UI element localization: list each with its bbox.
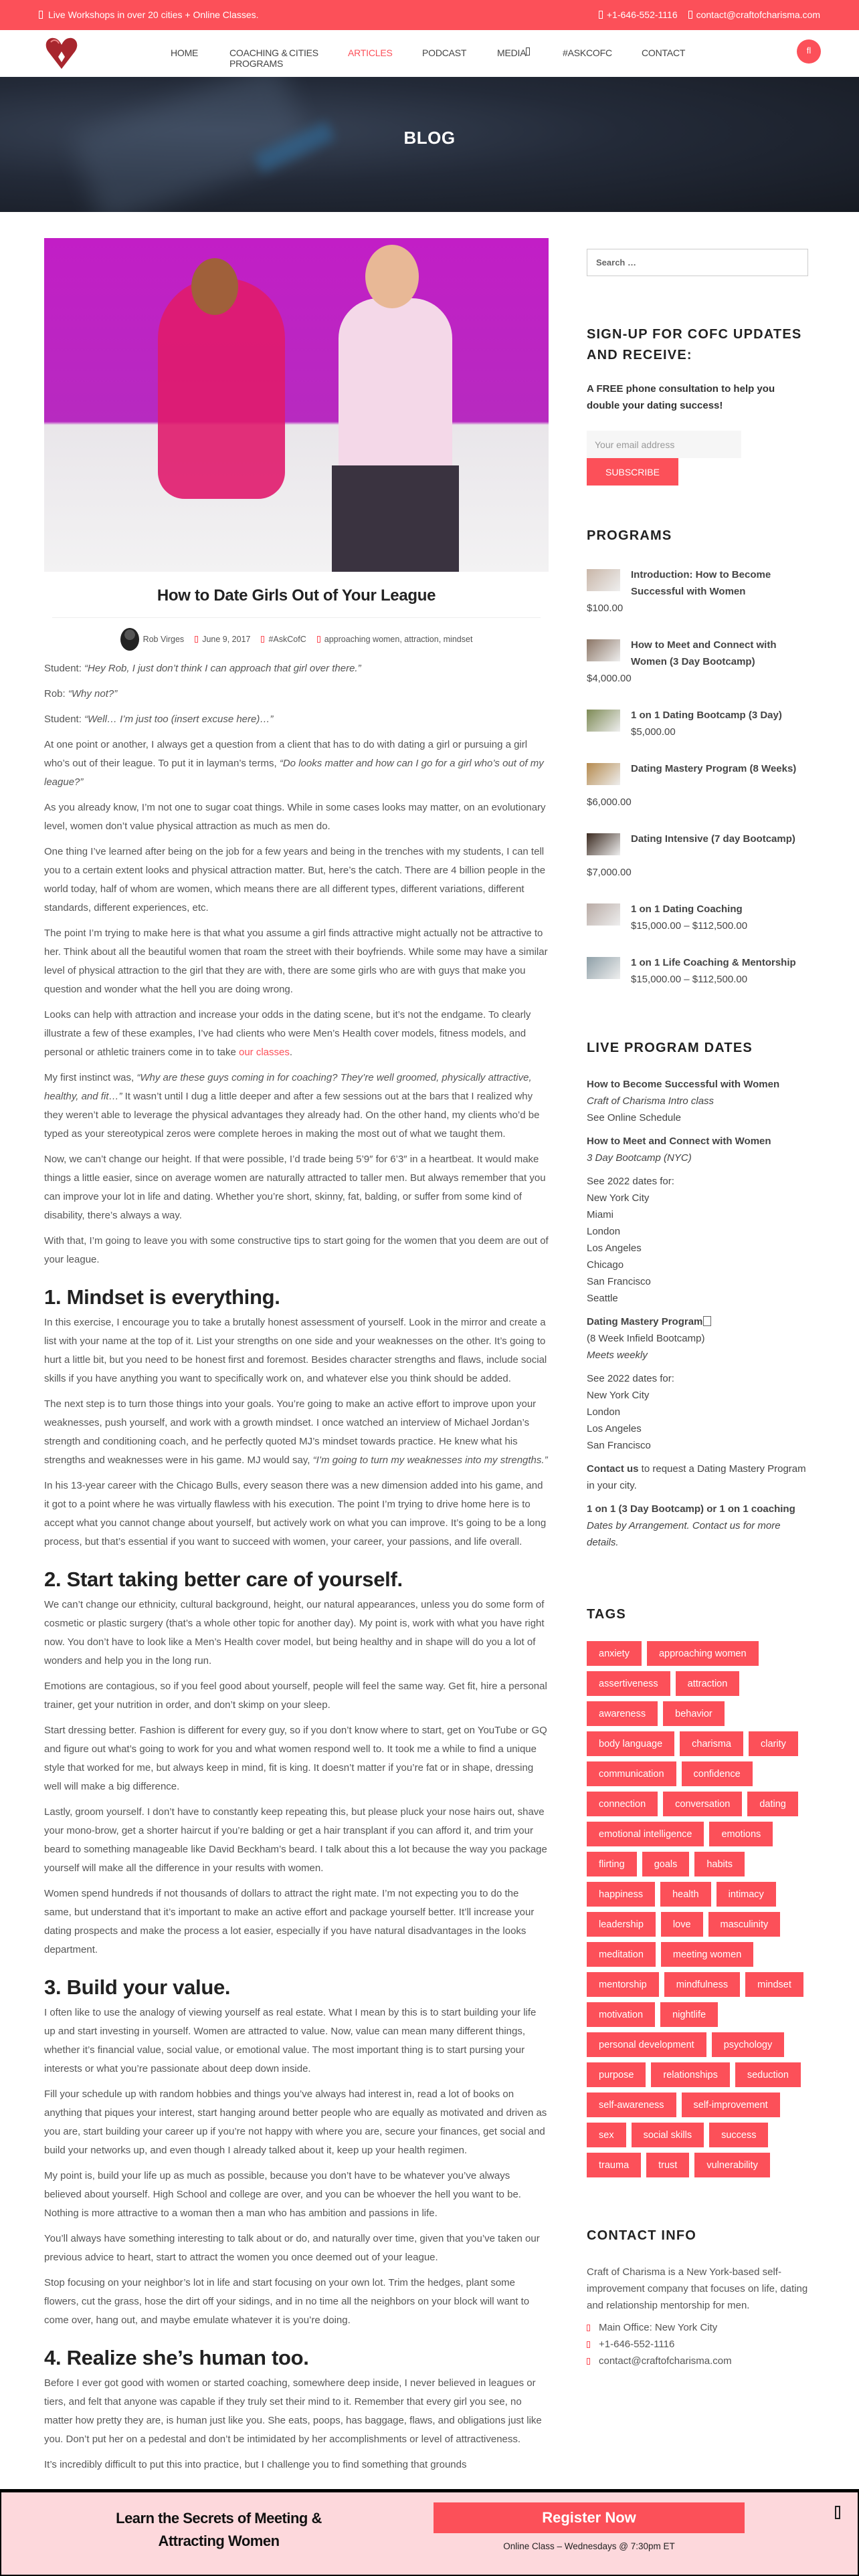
- article-body: [44, 659, 549, 2474]
- italic-text: “I’m going to turn my weaknesses into my strengths.”: [312, 1455, 548, 1466]
- text-run: Lastly, groom yourself. I don’t have to constantly keep repeating this, but please pluck your nose hairs out, shave your mono-brow, get a shorter haircut if you’re balding or get a hair transplant if you can afford it, and trim your beard to something manageable like David Beckham’s beard. I talk about this a lot because the way you package yourself will make all the difference in your results with women.: [44, 1806, 547, 1874]
- tag-link[interactable]: body language: [587, 1731, 674, 1756]
- paragraph: [44, 1721, 549, 1796]
- date-line: [587, 1347, 808, 1364]
- tag-link[interactable]: connection: [587, 1792, 658, 1816]
- text-run: My first instinct was,: [44, 1072, 137, 1083]
- program-name[interactable]: Dating Intensive (7 day Bootcamp): [631, 833, 795, 845]
- text-run: In this exercise, I encourage you to take a brutally honest assessment of yourself. Look in the mirror and create a list with your name at the top of it. List your strengths on one side and your weaknesses on the other. It’s going to hurt a little bit, but you need to be honest first and foremost. Besides character strengths and flaws, include social skills if you have anything you want to specifically work on, and whatever else you think should be added.: [44, 1317, 547, 1384]
- date-line: [587, 1461, 808, 1494]
- text-run: One thing I’ve learned after being on the job for a few years and being in the trenches with my students, I can tell you to a certain extent looks and physical attraction matter. But, here’s the catch. There are 4 billion people in the world today, half of whom are women, which means there are all different types, different variations, different standards, different experiences, etc.: [44, 846, 546, 914]
- contact-office: [587, 2319, 808, 2336]
- tag-link[interactable]: conversation: [663, 1792, 742, 1816]
- program-thumbnail[interactable]: [587, 903, 620, 926]
- date-line: [587, 1206, 808, 1223]
- section-heading: [44, 1566, 549, 1593]
- tag-link[interactable]: dating: [747, 1792, 798, 1816]
- missing-glyph-icon: [703, 1316, 711, 1326]
- paragraph: [44, 685, 549, 704]
- program-thumbnail[interactable]: [587, 569, 620, 591]
- date-line: [587, 1173, 808, 1190]
- program-name[interactable]: How to Meet and Connect with Women (3 Day Bootcamp): [631, 639, 777, 667]
- program-name[interactable]: Dating Mastery Program (8 Weeks): [631, 763, 797, 774]
- tag-link[interactable]: nightlife: [660, 2002, 718, 2027]
- text-run: Seattle: [587, 1293, 618, 1304]
- image-woman-head: [191, 258, 238, 315]
- nav-item-home[interactable]: HOME: [171, 47, 199, 58]
- paragraph: [44, 2167, 549, 2223]
- paragraph: [44, 1803, 549, 1878]
- tag-link[interactable]: emotions: [709, 1822, 773, 1846]
- section-heading: [44, 1284, 549, 1311]
- italic-text: 3 Day Bootcamp (NYC): [587, 1152, 692, 1164]
- page-title: BLOG: [403, 128, 456, 148]
- program-price: $4,000.00: [587, 673, 632, 684]
- tag-link[interactable]: masculinity: [708, 1912, 781, 1937]
- sidebar: [587, 249, 808, 2369]
- date-line: [587, 1190, 808, 1206]
- tag-link[interactable]: approaching women: [647, 1641, 759, 1666]
- nav-item-articles[interactable]: ARTICLES: [348, 47, 393, 58]
- tag-link[interactable]: trust: [646, 2153, 689, 2177]
- text-run: You’ll always have something interesting to talk about or do, and naturally over time, given that you’ve taken our previous advice to heart, start to attract the women you once deemed out of your league.: [44, 2233, 540, 2263]
- date-line: [587, 1223, 808, 1240]
- tag-link[interactable]: meditation: [587, 1942, 656, 1967]
- program-item[interactable]: [587, 566, 808, 617]
- envelope-icon: [587, 2358, 590, 2365]
- program-item[interactable]: [587, 760, 808, 811]
- nav-item-podcast[interactable]: PODCAST: [422, 47, 467, 58]
- italic-text: Craft of Charisma Intro class: [587, 1095, 714, 1107]
- image-man: [339, 298, 452, 472]
- program-item[interactable]: [587, 954, 808, 988]
- contact-phone[interactable]: [587, 2336, 808, 2353]
- program-item[interactable]: [587, 831, 808, 881]
- contact-widget: [587, 2226, 808, 2369]
- live-dates-title: LIVE PROGRAM DATES: [587, 1041, 753, 1055]
- tags-title: TAGS: [587, 1607, 626, 1622]
- text-run: (8 Week Infield Bootcamp): [587, 1333, 705, 1344]
- paragraph: [44, 2374, 549, 2449]
- text-run: Looks can help with attraction and increase your odds in the dating scene, but it’s not the endgame. To clearly illustrate a few of these examples, I’ve had clients who were Men’s Health cover models, fitness models, and personal or athletic trainers come in to take: [44, 1009, 531, 1058]
- dropdown-caret-icon: [526, 47, 530, 56]
- text-run: to request a Dating Mastery Program in your city.: [587, 1463, 806, 1491]
- article-meta: [44, 626, 549, 653]
- date-group: [587, 1501, 808, 1551]
- section-heading: [44, 2345, 549, 2371]
- date-line: [587, 1240, 808, 1257]
- text-run: Fill your schedule up with random hobbies and things you’ve always had interest in, read a lot of books on anything that piques your interest, start hanging around better people who are equally as motivated and driven as you are, start building your career up if you’re not happy with where you are, secure your finances, get social and build your networks up, and even though I already talked about it, keep up your health regimen.: [44, 2088, 547, 2156]
- topbar-phone[interactable]: [599, 9, 678, 20]
- programs-title: PROGRAMS: [587, 528, 672, 543]
- contact-description: Craft of Charisma is a New York-based self-improvement company that focuses on life, dating and relationship mentorship for men.: [587, 2266, 808, 2311]
- announcement: Live Workshops in over 20 cities + Online Classes.: [48, 9, 259, 20]
- date-group: [587, 1461, 808, 1494]
- phone-text: +1-646-552-1116: [606, 9, 678, 20]
- text-run: 4. Realize she’s human too.: [44, 2346, 309, 2369]
- tag-icon: [317, 636, 320, 643]
- title-divider: [52, 617, 541, 618]
- author-avatar: [120, 628, 139, 651]
- program-price: $15,000.00 – $112,500.00: [631, 920, 748, 932]
- office-text: Main Office: New York City: [599, 2322, 718, 2333]
- text-run: The point I’m trying to make here is that what you assume a girl finds attractive might actually not be attractive to her. Think about all the beautiful women that roam the street with their boyfriends. While some may have a similar level of physical attraction to the girl that they are with, there are some girls who are with guys that make you question and wonder what the hell you are doing wrong.: [44, 928, 548, 995]
- tags-widget: [587, 1604, 808, 2177]
- register-now-button[interactable]: Register Now: [434, 2502, 745, 2533]
- italic-text: “Well… I’m just too (insert excuse here)…”: [84, 714, 274, 725]
- paragraph: [44, 1150, 549, 1225]
- program-price: $15,000.00 – $112,500.00: [631, 974, 748, 985]
- text-run: As you already know, I’m not one to sugar coat things. While in some cases looks may matter, on an evolutionary level, women don’t value physical attraction as much as men do.: [44, 802, 546, 832]
- paragraph: [44, 1477, 549, 1551]
- nav-item-cities[interactable]: CITIES: [289, 47, 318, 58]
- sticky-promo-bar: [0, 2489, 859, 2576]
- paragraph: [44, 1677, 549, 1715]
- tag-link[interactable]: charisma: [680, 1731, 743, 1756]
- tag-link[interactable]: goals: [642, 1852, 690, 1876]
- tag-link[interactable]: confidence: [682, 1761, 753, 1786]
- phone-text: +1-646-552-1116: [599, 2339, 675, 2350]
- date-line: [587, 1420, 808, 1437]
- program-price: $7,000.00: [587, 867, 632, 878]
- text-run: We can’t change our ethnicity, cultural background, height, our natural appearances, unless you do some form of cosmetic or plastic surgery (that’s a whole other topic for another day). My point is, work with what you have right now. You don’t have to look like a Men’s Health cover model, but being healthy and in shape will do you a lot of wonders and help you in the long run.: [44, 1599, 545, 1667]
- tag-link[interactable]: mindfulness: [664, 1972, 740, 1997]
- search-input[interactable]: Search …: [587, 249, 808, 276]
- program-thumbnail[interactable]: [587, 957, 620, 979]
- tag-link[interactable]: vulnerability: [694, 2153, 770, 2177]
- paragraph: [44, 843, 549, 918]
- author-link[interactable]: Rob Virges: [142, 635, 185, 644]
- date-line: [587, 1257, 808, 1273]
- program-item[interactable]: [587, 901, 808, 934]
- bold-text: How to Become Successful with Women: [587, 1079, 780, 1090]
- date-line: [587, 1501, 808, 1517]
- tag-link[interactable]: leadership: [587, 1912, 656, 1937]
- date-line: [587, 1330, 808, 1347]
- italic-text: “Hey Rob, I just don’t think I can approach that girl over there.”: [84, 663, 361, 674]
- tag-link[interactable]: anxiety: [587, 1641, 642, 1666]
- text-run: It’s incredibly difficult to put this into practice, but I challenge you to find something that grounds: [44, 2459, 467, 2470]
- phone-icon: [599, 11, 603, 19]
- program-price: $100.00: [587, 603, 624, 614]
- text-run: Rob:: [44, 688, 68, 700]
- text-run: Stop focusing on your neighbor’s lot in life and start focusing on your own lot. Trim the hedges, plant some flowers, cut the grass, hose the dirt off your sidings, and in no time all the neighbors on your block will want to come over, hang out, and maybe emulate whatever it is you’re doing.: [44, 2277, 530, 2326]
- paragraph: [44, 1313, 549, 1388]
- page-hero: [0, 77, 859, 212]
- text-run: In his 13-year career with the Chicago Bulls, every season there was a new dimension added into his game, and it got to a point where he was virtually flawless with his execution. The point I’m trying to drive home here is to accept what you cannot change about yourself, but actively work on what you can improve. It’s going to be a long process, but that’s essential if you want to succeed with women, your career, your passions, and life overall.: [44, 1480, 547, 1547]
- date-group: [587, 1370, 808, 1454]
- image-man-legs: [332, 465, 459, 572]
- program-name[interactable]: Introduction: How to Become Successful with Women: [631, 569, 771, 597]
- date-link[interactable]: June 9, 2017: [202, 635, 251, 644]
- date-line: [587, 1150, 808, 1166]
- envelope-icon: [688, 11, 692, 19]
- article-featured-image: [44, 238, 549, 572]
- program-thumbnail[interactable]: [587, 710, 620, 732]
- text-run: 3. Build your value.: [44, 1975, 231, 1999]
- text-run: New York City: [587, 1192, 650, 1204]
- italic-text: Meets weekly: [587, 1350, 648, 1361]
- paragraph: [44, 798, 549, 836]
- nav-links: [171, 47, 685, 69]
- bold-text: How to Meet and Connect with Women: [587, 1136, 771, 1147]
- tag-link[interactable]: clarity: [749, 1731, 798, 1756]
- contact-title: CONTACT INFO: [587, 2228, 697, 2243]
- close-icon[interactable]: [835, 2506, 840, 2519]
- text-run: With that, I’m going to leave you with some constructive tips to start going for the women that you deem are out of your league.: [44, 1235, 549, 1265]
- tag-link[interactable]: happiness: [587, 1882, 655, 1907]
- email-text: contact@craftofcharisma.com: [696, 9, 820, 20]
- live-dates-widget: [587, 1038, 808, 1551]
- tag-link[interactable]: psychology: [712, 2032, 785, 2057]
- nav-action-button[interactable]: fl: [797, 39, 821, 64]
- signup-text: A FREE phone consultation to help you double your dating success!: [587, 383, 775, 411]
- promo-heading: Learn the Secrets of Meeting & Attracting Women: [116, 2510, 322, 2549]
- paragraph: [44, 2004, 549, 2078]
- text-run: Los Angeles: [587, 1423, 642, 1434]
- text-run: See Online Schedule: [587, 1112, 681, 1123]
- bold-text: Dating Mastery Program: [587, 1316, 703, 1327]
- text-run: New York City: [587, 1390, 650, 1401]
- tag-link[interactable]: health: [660, 1882, 711, 1907]
- paragraph: [44, 1006, 549, 1062]
- tag-link[interactable]: flirting: [587, 1852, 637, 1876]
- top-bar: [0, 0, 859, 30]
- date-line: [587, 1517, 808, 1551]
- main-nav: [0, 30, 859, 77]
- location-icon: [39, 11, 43, 19]
- text-run: Miami: [587, 1209, 613, 1220]
- tag-link[interactable]: seduction: [735, 2062, 801, 2087]
- nav-item-contact[interactable]: CONTACT: [642, 47, 686, 58]
- nav-item-coaching-programs[interactable]: COACHING & PROGRAMS: [229, 47, 288, 69]
- inline-link[interactable]: our classes: [238, 1047, 290, 1058]
- signup-title: SIGN-UP FOR COFC UPDATES AND RECEIVE:: [587, 327, 802, 362]
- italic-text: Dates by Arrangement. Contact us for more details.: [587, 1520, 781, 1548]
- text-run: London: [587, 1406, 621, 1418]
- paragraph: [44, 2085, 549, 2160]
- date-line: [587, 1093, 808, 1109]
- phone-icon: [587, 2341, 590, 2348]
- text-run: Women spend hundreds if not thousands of dollars to attract the right mate. I’m not expecting you to do the same, but understand that it’s important to make an active effort and package yourself better. It’ll increase your dating prospects and make the process a lot easier, especially if you have natural disadvantages in the looks department.: [44, 1888, 535, 1955]
- paragraph: [44, 1885, 549, 1959]
- date-line: [587, 1437, 808, 1454]
- paragraph: [44, 1069, 549, 1144]
- paragraph: [44, 1232, 549, 1269]
- program-item[interactable]: [587, 707, 808, 740]
- tag-link[interactable]: sex: [587, 2123, 626, 2147]
- tag-link[interactable]: love: [661, 1912, 703, 1937]
- italic-text: “Why not?”: [68, 688, 118, 700]
- text-run: Los Angeles: [587, 1243, 642, 1254]
- program-price: $6,000.00: [587, 796, 632, 808]
- tag-link[interactable]: self-improvement: [682, 2092, 780, 2117]
- date-line: [587, 1109, 808, 1126]
- date-line: [587, 1076, 808, 1093]
- article-title: How to Date Girls Out of Your League: [157, 586, 436, 605]
- bold-text: Contact us: [587, 1463, 639, 1475]
- text-run: Emotions are contagious, so if you feel good about yourself, people will feel the same way. Get fit, hire a personal trainer, get your nutrition in order, and don’t skimp on your sleep.: [44, 1681, 547, 1711]
- nav-item-media[interactable]: MEDIA: [497, 47, 563, 69]
- text-run: Before I ever got good with women or started coaching, somewhere deep inside, I never believed in leagues or tiers, and felt that anyone was capable if they truly set their mind to it. Remember that every girl you see, no matter how pretty they are, is human just like you. She eats, poops, has baggage, flaws, and obligations just like you. Don’t put her on a pedestal and don’t be intimidated by her accomplishments or level of attractiveness.: [44, 2377, 542, 2445]
- tag-link[interactable]: meeting women: [661, 1942, 753, 1967]
- text-run: Student:: [44, 714, 85, 725]
- image-man-head: [365, 245, 419, 308]
- date-group: [587, 1313, 808, 1364]
- text-run: Now, we can’t change our height. If that were possible, I’d trade being 5’9″ for 6’3″ in a heartbeat. It would make things a little easier, since on average women are naturally attracted to taller men. But always remember that you can improve your lot in life and dating. Whether you’re short, skinny, fat, balding, or suffer from some kind of disability, there’s always a way.: [44, 1154, 546, 1221]
- program-name[interactable]: 1 on 1 Dating Coaching: [631, 903, 743, 915]
- tag-link[interactable]: social skills: [632, 2123, 704, 2147]
- article: [44, 238, 549, 2481]
- tag-link[interactable]: attraction: [676, 1671, 740, 1696]
- paragraph: [44, 710, 549, 729]
- tag-link[interactable]: mentorship: [587, 1972, 659, 1997]
- folder-icon: [261, 636, 264, 643]
- date-line: [587, 1404, 808, 1420]
- paragraph: [44, 659, 549, 678]
- tag-link[interactable]: trauma: [587, 2153, 641, 2177]
- text-run: Start dressing better. Fashion is different for every guy, so if you don’t know where to start, get on YouTube or GQ and figure out what’s going to work for you and what women respond well to. It took me a while to find a unique style that worked for me, but always keep in mind, fit is king. It doesn’t matter if you’re fat or in shape, dressing well will make a big difference.: [44, 1725, 547, 1792]
- text-run: My point is, build your life up as much as possible, because you don’t have to be whatever you’ve always believed about yourself. High School and college are over, and you can be whoever the hell you want to be. Nothing is more attractive to a woman then a man who has ambition and passions in life.: [44, 2170, 521, 2219]
- text-run: 2. Start taking better care of yourself.: [44, 1568, 403, 1591]
- category-link[interactable]: #AskCofC: [268, 635, 306, 644]
- text-run: San Francisco: [587, 1440, 651, 1451]
- tag-link[interactable]: behavior: [663, 1701, 725, 1726]
- text-run: San Francisco: [587, 1276, 651, 1287]
- date-group: [587, 1133, 808, 1166]
- contact-email[interactable]: [587, 2353, 808, 2369]
- tag-link[interactable]: communication: [587, 1761, 676, 1786]
- map-marker-icon: [587, 2325, 590, 2331]
- program-name[interactable]: 1 on 1 Dating Bootcamp (3 Day): [631, 710, 782, 721]
- email-text: contact@craftofcharisma.com: [599, 2355, 732, 2367]
- program-name[interactable]: 1 on 1 Life Coaching & Mentorship: [631, 957, 796, 968]
- paragraph: [44, 736, 549, 792]
- subscribe-button[interactable]: SUBSCRIBE: [587, 458, 678, 486]
- program-item[interactable]: [587, 637, 808, 687]
- tag-link[interactable]: habits: [694, 1852, 745, 1876]
- tag-link[interactable]: success: [709, 2123, 768, 2147]
- text-run: It wasn’t until I dug a little deeper and after a few sessions out at the bars that I realized why they weren’t able to leverage the physical advantages they already had. On the other hand, my clients who’d be typed as your stereotypical zeros were complete heroes in making the most out of what we taught them.: [44, 1091, 540, 1140]
- date-group: [587, 1173, 808, 1307]
- text-run: The next step is to turn those things into your goals. You’re going to make an active effort to improve upon your weaknesses, push yourself, and work with a growth mindset. I once watched an interview of Michael Jordan’s strength and conditioning coach, and he perfectly quoted MJ’s mindset towards practice. He knew what his strengths and weaknesses were in his game. MJ would say,: [44, 1398, 537, 1466]
- promo-schedule: Online Class – Wednesdays @ 7:30pm ET: [503, 2541, 675, 2551]
- email-input[interactable]: Your email address: [587, 431, 741, 458]
- text-run: I often like to use the analogy of viewing yourself as real estate. What I mean by this is to start building your life up and start investing in yourself. Women are attracted to value. Now, value can mean many different things, whether it’s financial value, social value, or emotional value. The most important thing is to start pursing your interests or what you’re passionate about deep down inside.: [44, 2007, 537, 2074]
- site-logo[interactable]: [44, 37, 79, 70]
- date-line: [587, 1313, 808, 1330]
- program-thumbnail[interactable]: [587, 639, 620, 661]
- tag-link[interactable]: assertiveness: [587, 1671, 670, 1696]
- date-line: [587, 1133, 808, 1150]
- tag-links[interactable]: approaching women, attraction, mindset: [324, 635, 473, 644]
- italic-text: “Why are these guys coming in for coaching? They’re well groomed, physically attractive, healthy, and fit…”: [44, 1072, 532, 1102]
- section-heading: [44, 1974, 549, 2001]
- tag-link[interactable]: self-awareness: [587, 2092, 676, 2117]
- date-group: [587, 1076, 808, 1126]
- text-run: See 2022 dates for:: [587, 1373, 674, 1384]
- signup-widget: [587, 324, 808, 486]
- program-thumbnail[interactable]: [587, 833, 620, 855]
- date-line: [587, 1387, 808, 1404]
- programs-widget: [587, 526, 808, 988]
- program-price: $5,000.00: [631, 726, 676, 738]
- bold-text: 1 on 1 (3 Day Bootcamp) or 1 on 1 coaching: [587, 1503, 795, 1515]
- paragraph: [44, 2456, 549, 2474]
- paragraph: [44, 1596, 549, 1671]
- text-run: 1. Mindset is everything.: [44, 1285, 280, 1309]
- date-line: [587, 1273, 808, 1290]
- date-line: [587, 1370, 808, 1387]
- date-line: [587, 1290, 808, 1307]
- italic-text: “Do looks matter and how can I go for a girl who’s out of my league?”: [44, 758, 544, 788]
- calendar-icon: [195, 636, 198, 643]
- topbar-email[interactable]: [688, 9, 820, 20]
- paragraph: [44, 2230, 549, 2267]
- nav-item-askcofc[interactable]: #ASKCOFC: [563, 47, 612, 58]
- text-run: .: [289, 1047, 293, 1058]
- program-thumbnail[interactable]: [587, 763, 620, 785]
- tag-link[interactable]: awareness: [587, 1701, 658, 1726]
- tag-link[interactable]: mindset: [745, 1972, 803, 1997]
- text-run: At one point or another, I always get a question from a client that has to do with dating a girl or pursuing a girl who’s out of their league. To put it in layman’s terms,: [44, 739, 528, 769]
- paragraph: [44, 924, 549, 999]
- tag-link[interactable]: emotional intelligence: [587, 1822, 704, 1846]
- tag-link[interactable]: intimacy: [717, 1882, 776, 1907]
- text-run: Chicago: [587, 1259, 624, 1271]
- tag-link[interactable]: personal development: [587, 2032, 706, 2057]
- text-run: See 2022 dates for:: [587, 1176, 674, 1187]
- text-run: Student:: [44, 663, 85, 674]
- tag-link[interactable]: purpose: [587, 2062, 646, 2087]
- tag-link[interactable]: relationships: [651, 2062, 729, 2087]
- tag-link[interactable]: motivation: [587, 2002, 655, 2027]
- text-run: London: [587, 1226, 621, 1237]
- paragraph: [44, 1395, 549, 1470]
- paragraph: [44, 2274, 549, 2330]
